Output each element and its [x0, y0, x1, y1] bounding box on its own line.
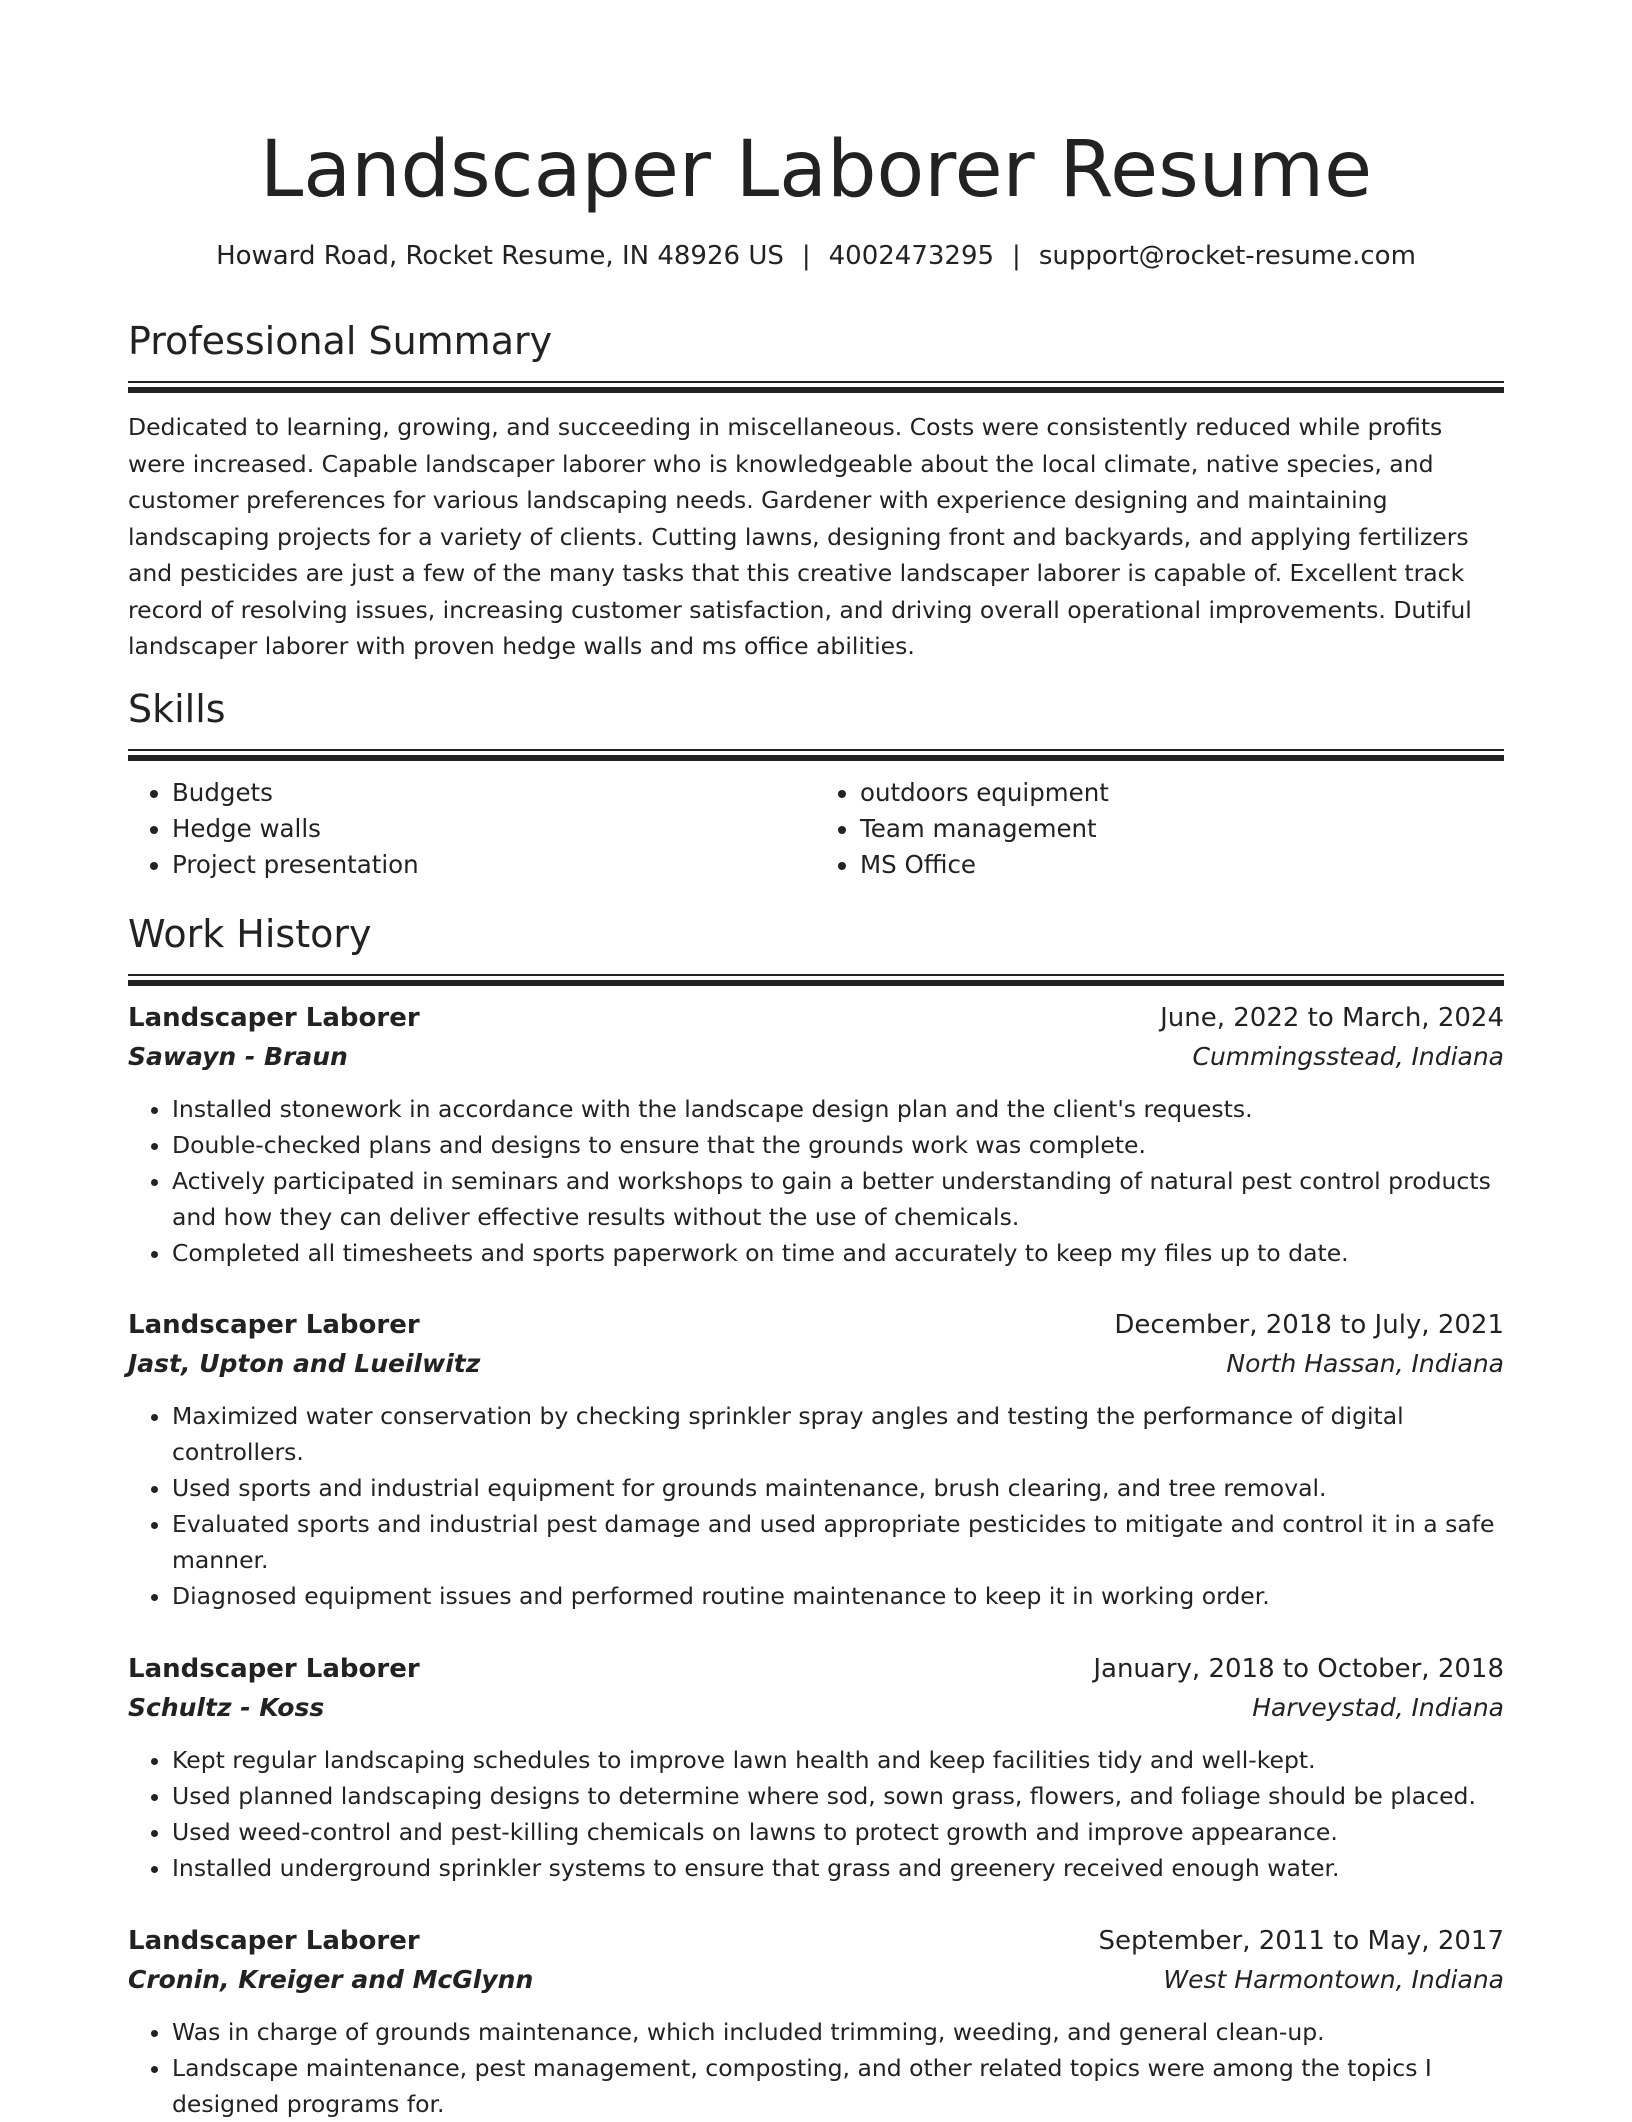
section-divider [128, 749, 1504, 761]
job-subheader [128, 1344, 1504, 1384]
section-divider [128, 974, 1504, 986]
section-heading-summary: Professional Summary [128, 319, 553, 363]
job-bullets [128, 1742, 1504, 1886]
skills-section [128, 683, 1504, 883]
job-bullet: • Used sports and industrial equipment for grounds maintenance, brush clearing, and tree removal. [172, 1470, 1504, 1506]
job-bullet: • Actively participated in seminars and workshops to gain a better understanding of natural pest control products and how they can deliver effective results without the use of chemicals. [172, 1163, 1504, 1235]
job-entry [128, 999, 1504, 1271]
skills-list [128, 775, 1504, 883]
job-location: North Hassan, Indiana [1226, 1349, 1504, 1378]
job-title: Landscaper Laborer [128, 1003, 420, 1033]
job-bullets [128, 2014, 1504, 2122]
job-bullets [128, 1091, 1504, 1271]
job-entry [128, 1306, 1504, 1614]
job-subheader [128, 1960, 1504, 2000]
resume-title: Landscaper Laborer Resume [259, 125, 1373, 215]
summary-section [128, 315, 1504, 665]
job-bullet: • Kept regular landscaping schedules to improve lawn health and keep facilities tidy and well-kept. [172, 1742, 1504, 1778]
job-bullet: • Was in charge of grounds maintenance, which included trimming, weeding, and general clean-up. [172, 2014, 1504, 2050]
job-title: Landscaper Laborer [128, 1926, 420, 1956]
job-header [128, 999, 1504, 1037]
job-dates: June, 2022 to March, 2024 [1160, 1003, 1504, 1033]
job-bullet: • Completed all timesheets and sports paperwork on time and accurately to keep my files up to date. [172, 1235, 1504, 1271]
skill-item: • outdoors equipment [860, 775, 1504, 811]
job-bullet: • Landscape maintenance, pest management, composting, and other related topics were among the topics I designed programs for. [172, 2050, 1504, 2122]
skill-item: • Project presentation [172, 847, 816, 883]
job-bullet: • Used planned landscaping designs to determine where sod, sown grass, flowers, and foliage should be placed. [172, 1778, 1504, 1814]
section-heading-work-history: Work History [128, 912, 372, 956]
summary-text: Dedicated to learning, growing, and succeeding in miscellaneous. Costs were consistently reduced while profits were increased. Capable landscaper laborer who is knowledgeable about the local climate, native species, and customer preferences for various landscaping needs. Gardener with experience designing and maintaining landscaping projects for a variety of clients. Cutting lawns, designing front and backyards, and applying fertilizers and pesticides are just a few of the many tasks that this creative landscaper laborer is capable of. Excellent track record of resolving issues, increasing customer satisfaction, and driving overall operational improvements. Dutiful landscaper laborer with proven hedge walls and ms office abilities. [128, 413, 1472, 660]
job-location: Cummingsstead, Indiana [1192, 1042, 1504, 1071]
job-bullet: • Maximized water conservation by checking sprinkler spray angles and testing the performance of digital controllers. [172, 1398, 1504, 1470]
job-subheader [128, 1037, 1504, 1077]
job-entry [128, 1922, 1504, 2122]
job-dates: December, 2018 to July, 2021 [1114, 1310, 1504, 1340]
job-header [128, 1650, 1504, 1688]
contact-separator: | [1012, 241, 1021, 271]
skills-column-left [128, 775, 816, 883]
skill-item: • Team management [860, 811, 1504, 847]
skill-item: • MS Office [860, 847, 1504, 883]
contact-line [128, 236, 1504, 276]
resume-page [128, 0, 1504, 2118]
job-dates: September, 2011 to May, 2017 [1098, 1926, 1504, 1956]
skills-column-right [816, 775, 1504, 883]
job-bullet: • Installed underground sprinkler systems to ensure that grass and greenery received enough water. [172, 1850, 1504, 1886]
contact-email: support@rocket-resume.com [1038, 241, 1416, 271]
section-divider [128, 381, 1504, 393]
job-location: Harveystad, Indiana [1252, 1693, 1504, 1722]
job-company: Sawayn - Braun [128, 1042, 348, 1071]
job-location: West Harmontown, Indiana [1163, 1965, 1504, 1994]
job-bullets [128, 1398, 1504, 1614]
job-company: Cronin, Kreiger and McGlynn [128, 1965, 534, 1994]
contact-address: Howard Road, Rocket Resume, IN 48926 US [216, 241, 784, 271]
job-title: Landscaper Laborer [128, 1310, 420, 1340]
skill-item: • Hedge walls [172, 811, 816, 847]
job-company: Schultz - Koss [128, 1693, 325, 1722]
job-header [128, 1306, 1504, 1344]
job-header [128, 1922, 1504, 1960]
job-title: Landscaper Laborer [128, 1654, 420, 1684]
work-history-section [128, 908, 1504, 986]
job-company: Jast, Upton and Lueilwitz [128, 1349, 481, 1378]
contact-separator: | [801, 241, 811, 271]
job-subheader [128, 1688, 1504, 1728]
job-entry [128, 1650, 1504, 1886]
job-bullet: • Installed stonework in accordance with the landscape design plan and the client's requests. [172, 1091, 1504, 1127]
job-bullet: • Diagnosed equipment issues and performed routine maintenance to keep it in working order. [172, 1578, 1504, 1614]
section-heading-skills: Skills [128, 687, 226, 731]
job-bullet: • Double-checked plans and designs to ensure that the grounds work was complete. [172, 1127, 1504, 1163]
job-dates: January, 2018 to October, 2018 [1093, 1654, 1504, 1684]
skill-item: • Budgets [172, 775, 816, 811]
contact-phone: 4002473295 [828, 241, 995, 271]
job-bullet: • Evaluated sports and industrial pest damage and used appropriate pesticides to mitigate and control it in a safe manner. [172, 1506, 1504, 1578]
job-bullet: • Used weed-control and pest-killing chemicals on lawns to protect growth and improve appearance. [172, 1814, 1504, 1850]
